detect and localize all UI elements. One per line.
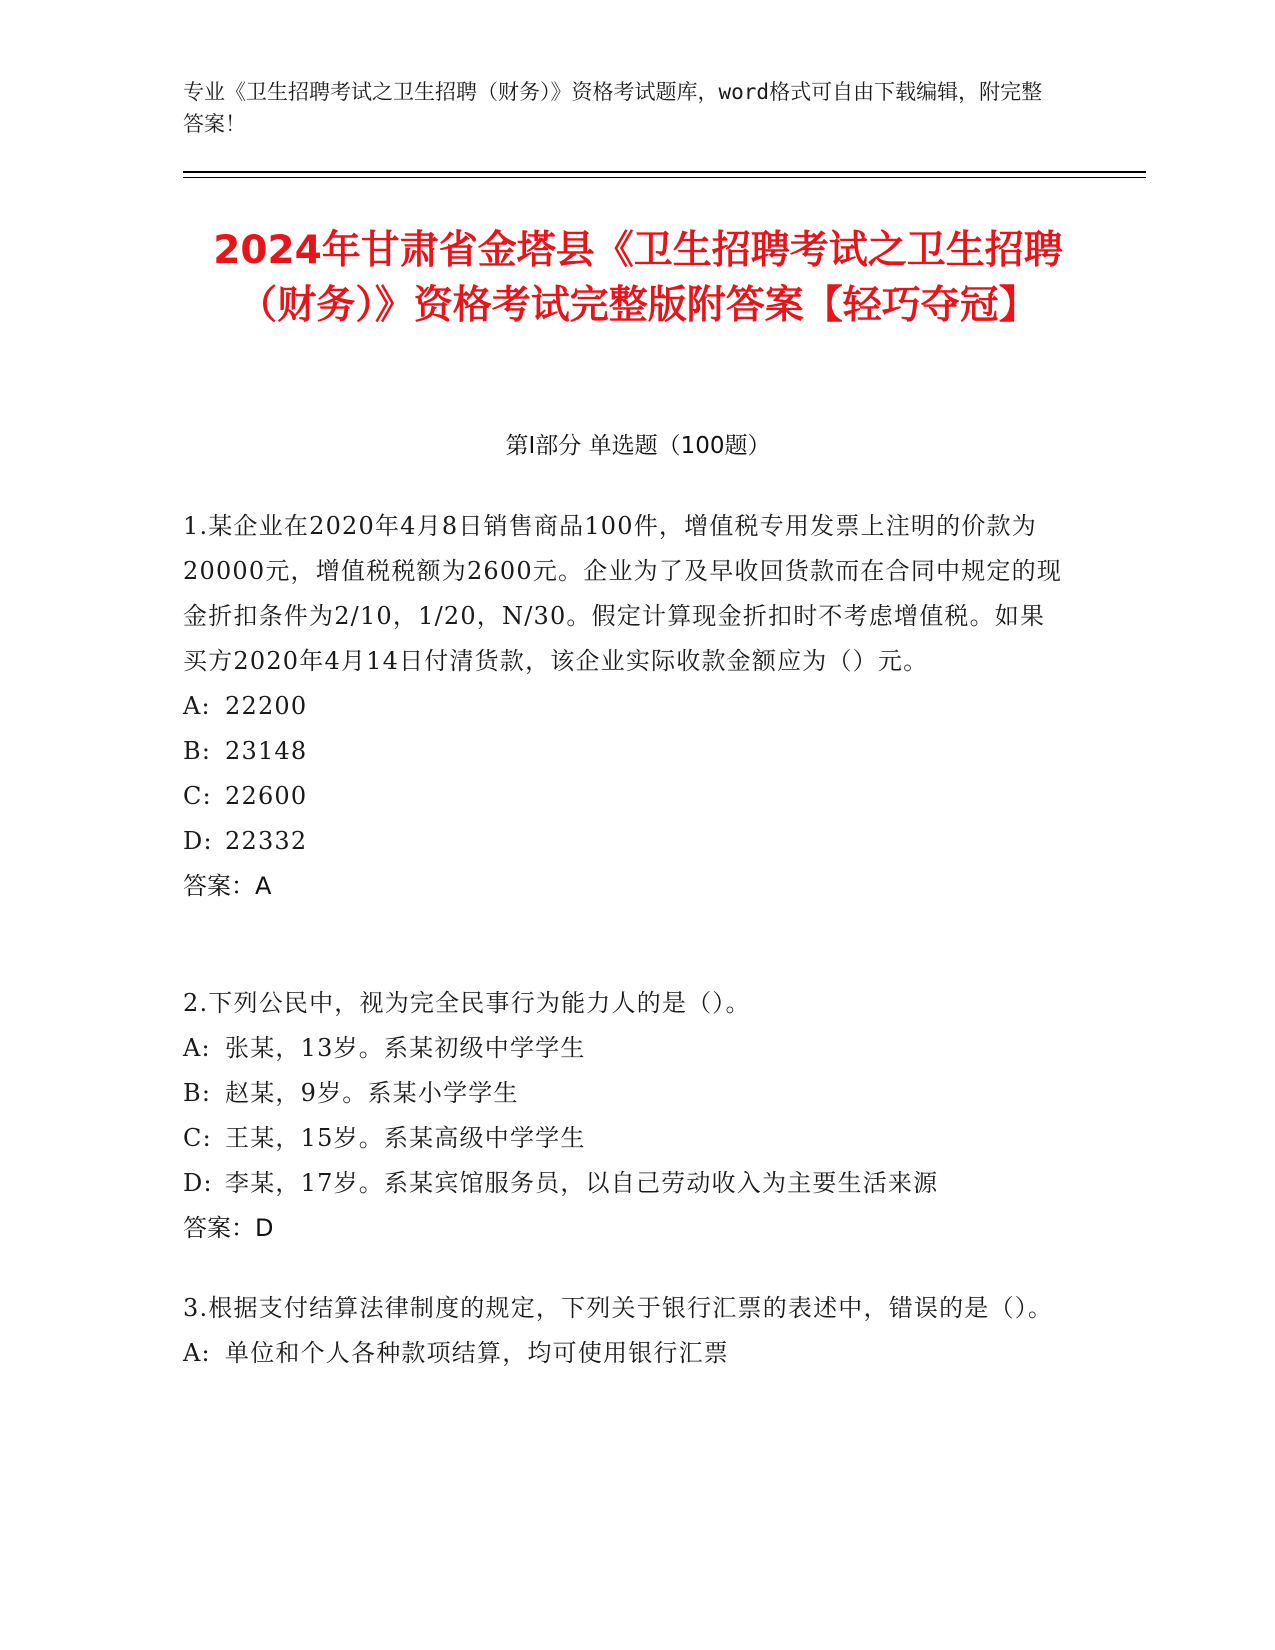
answer: 答案：D	[183, 1214, 274, 1242]
option-text: 22332	[225, 827, 308, 855]
option-text: 张某，13岁。系某初级中学学生	[225, 1034, 586, 1062]
option-d	[183, 819, 1063, 864]
option-label: D:	[183, 1169, 213, 1197]
option-a	[183, 1331, 1063, 1376]
question-stem: 1.某企业在2020年4月8日销售商品100件，增值税专用发票上注明的价款为20000元，增值税税额为2600元。企业为了及早收回货款而在合同中规定的现金折扣条件为2/10，1/20，N/30。假定计算现金折扣时不考虑增值税。如果买方2020年4月14日付清货款，该企业实际收款金额应为（）元。	[183, 512, 1063, 675]
header-rule-thick	[183, 171, 1146, 173]
answer: 答案：A	[183, 872, 272, 900]
document-title: 2024年甘肃省金塔县《卫生招聘考试之卫生招聘（财务）》资格考试完整版附答案【轻巧夺冠】	[213, 228, 1063, 328]
option-text: 李某，17岁。系某宾馆服务员，以自己劳动收入为主要生活来源	[225, 1169, 939, 1197]
header-rule-thin	[183, 177, 1146, 178]
option-text: 王某，15岁。系某高级中学学生	[225, 1124, 586, 1152]
option-d	[183, 1161, 1063, 1206]
option-label: A:	[183, 692, 211, 720]
option-label: A:	[183, 1339, 211, 1367]
question-stem: 2.下列公民中，视为完全民事行为能力人的是（）。	[183, 989, 751, 1017]
option-b	[183, 1071, 1063, 1116]
question-1	[183, 504, 1063, 909]
option-c	[183, 774, 1063, 819]
option-text: 23148	[225, 737, 308, 765]
option-b	[183, 729, 1063, 774]
question-stem: 3.根据支付结算法律制度的规定，下列关于银行汇票的表述中，错误的是（）。	[183, 1294, 1054, 1322]
question-2	[183, 981, 1063, 1251]
option-label: D:	[183, 827, 213, 855]
option-text: 22200	[225, 692, 308, 720]
option-label: C:	[183, 1124, 212, 1152]
header-note: 专业《卫生招聘考试之卫生招聘（财务）》资格考试题库，word格式可自由下载编辑，附完整答案！	[183, 80, 1043, 136]
option-label: B:	[183, 737, 212, 765]
option-label: C:	[183, 782, 212, 810]
option-a	[183, 684, 1063, 729]
section-title: 第I部分 单选题（100题）	[505, 433, 771, 459]
question-3	[183, 1286, 1063, 1376]
option-text: 赵某，9岁。系某小学学生	[225, 1079, 519, 1107]
option-text: 22600	[225, 782, 308, 810]
option-label: A:	[183, 1034, 211, 1062]
option-a	[183, 1026, 1063, 1071]
option-text: 单位和个人各种款项结算，均可使用银行汇票	[225, 1339, 729, 1367]
option-c	[183, 1116, 1063, 1161]
option-label: B:	[183, 1079, 212, 1107]
